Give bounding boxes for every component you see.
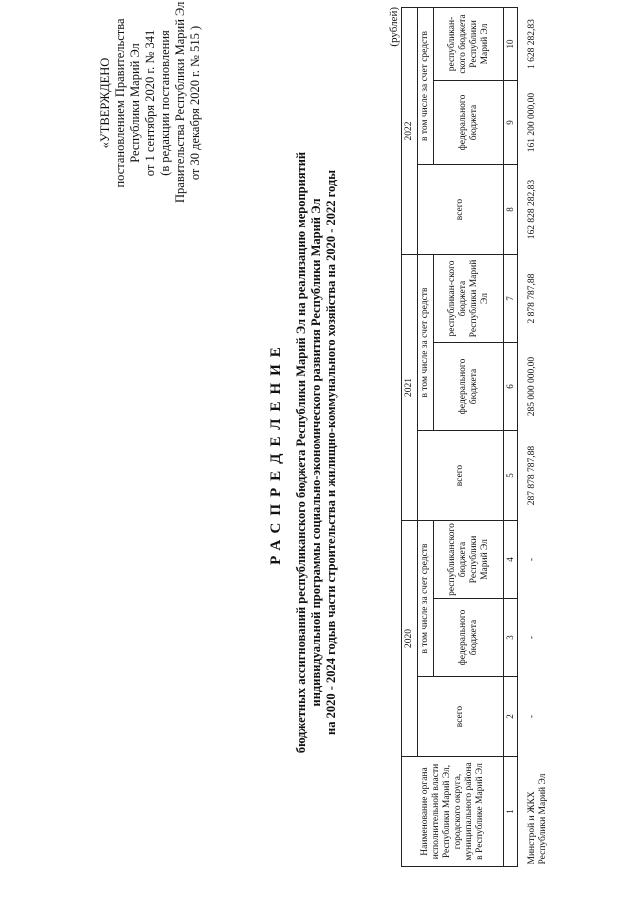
header-row-years	[402, 8, 418, 867]
header-row-sources	[418, 8, 434, 867]
incl-header: в том числе за счет средств	[418, 255, 434, 431]
approval-line: от 30 декабря 2020 г. № 515 )	[188, 25, 202, 181]
year-header: 2020	[402, 521, 418, 757]
value-cell: 161 200 000,00	[527, 92, 537, 153]
column-number: 7	[504, 255, 518, 343]
incl-header: в том числе за счет средств	[418, 521, 434, 677]
approval-line: Республики Марий Эл	[128, 43, 142, 163]
federal-header: федерального бюджета	[434, 599, 504, 677]
value-cell: 1 628 282,83	[527, 19, 537, 69]
incl-header: в том числе за счет средств	[418, 8, 434, 165]
subtitle-line: индивидуальной программы социально-экономического развития Республики Марий Эл	[309, 198, 323, 707]
republic-header: республиканского бюджета Республики Марий Эл	[434, 521, 504, 599]
org-name-cell: Минстрой и ЖКХ Республики Марий Эл	[527, 773, 548, 865]
org-column-header: Наименование органа исполнительной власти Республики Марий Эл, городского округа, муниципального района в Республике Марий Эл	[402, 757, 504, 867]
total-header: всего	[418, 677, 504, 757]
total-header: всего	[418, 431, 504, 521]
approval-line: (в редакции постановления	[158, 30, 172, 176]
value-cell: 285 000 000,00	[527, 356, 537, 417]
year-header: 2021	[402, 255, 418, 521]
value-cell: 2 878 787,88	[527, 273, 537, 324]
value-cell: -	[527, 557, 537, 562]
table-row	[518, 8, 552, 867]
column-number: 6	[504, 343, 518, 431]
approval-line: «УТВЕРЖДЕНО	[98, 57, 112, 149]
republic-header: республикан-ского бюджета Республики Марий Эл	[434, 8, 504, 81]
federal-header: федерального бюджета	[434, 81, 504, 165]
column-number: 8	[504, 165, 518, 255]
total-header: всего	[418, 165, 504, 255]
value-cell: -	[527, 635, 537, 640]
value-cell: 162 828 282,83	[527, 179, 537, 240]
units-label: (рублей)	[388, 7, 400, 47]
column-number: 10	[504, 8, 518, 81]
subtitle-line: на 2020 - 2024 годыв части строительства и жилищно-коммунального хозяйства на 2020 - 2022 годы	[324, 170, 338, 735]
column-number: 9	[504, 81, 518, 165]
column-number: 2	[504, 677, 518, 757]
approval-line: Правительства Республики Марий Эл	[173, 1, 187, 203]
value-cell: -	[527, 714, 537, 719]
approval-block	[98, 3, 203, 203]
distribution-table	[401, 7, 551, 867]
value-cell: 287 878 787,88	[527, 445, 537, 506]
year-header: 2022	[402, 8, 418, 255]
approval-line: от 1 сентября 2020 г. № 341	[143, 29, 157, 177]
document-subtitle	[294, 50, 339, 855]
federal-header: федерального бюджета	[434, 343, 504, 431]
column-number-row	[504, 8, 518, 867]
document-title: РАСПРЕДЕЛЕНИЕ	[268, 340, 284, 565]
column-number: 3	[504, 599, 518, 677]
column-number: 5	[504, 431, 518, 521]
approval-line: постановлением Правительства	[113, 18, 127, 188]
column-number: 1	[504, 757, 518, 867]
subtitle-line: бюджетных ассигнований республиканского бюджета Республики Марий Эл на реализацию мероприятий	[294, 151, 308, 754]
column-number: 4	[504, 521, 518, 599]
republic-header: республикан-ского бюджета Республики Марий Эл	[434, 255, 504, 343]
